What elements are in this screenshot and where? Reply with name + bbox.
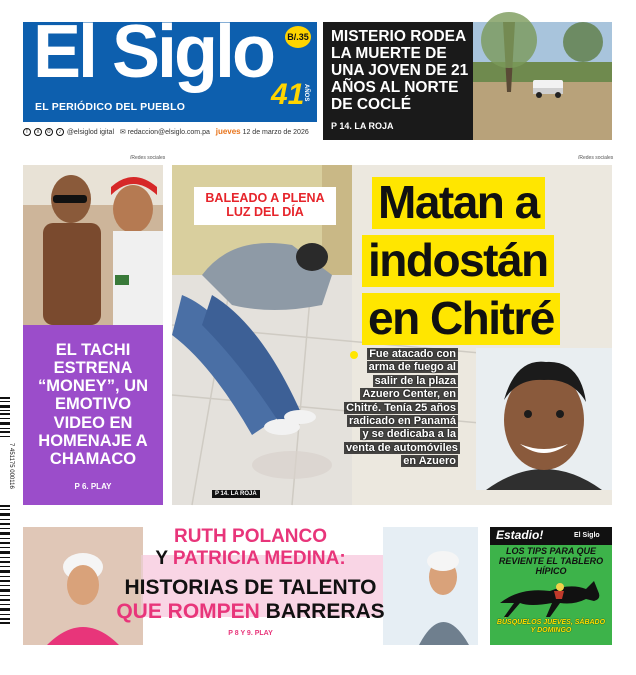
teaser-page-ref: P 14. LA ROJA [331, 121, 394, 131]
masthead [23, 10, 317, 140]
barcode-number: 7 451175 000116 [8, 443, 14, 489]
estadio-label: Estadio! [496, 528, 544, 542]
tiktok-icon: ♪ [56, 128, 64, 136]
barcode [0, 395, 12, 625]
talent-headline-2b: BARRERAS [259, 600, 385, 623]
talent-line-2 [23, 549, 478, 568]
estadio-brand: El Siglo [574, 532, 600, 539]
headline-line-1: Matan a [372, 177, 545, 229]
anniversary-label: AÑOS [303, 84, 309, 102]
talent-page-ref: P 8 Y 9. PLAY [228, 630, 273, 637]
anniversary-number: 41 [271, 78, 305, 111]
email-icon: ✉ [119, 129, 126, 136]
estadio-box [490, 527, 612, 645]
teaser-box [323, 22, 612, 140]
headline-line-3: en Chitré [362, 293, 560, 345]
talent-headline-2a: QUE ROMPEN [116, 600, 260, 623]
date-text: 12 de marzo de 2026 [242, 129, 309, 136]
teaser-photo [473, 22, 612, 140]
tachi-photo [23, 165, 163, 325]
talent-name-1: RUTH POLANCO [173, 526, 328, 547]
main-story [172, 165, 612, 505]
talent-name-2: PATRICIA MEDINA: [172, 548, 346, 569]
story-kicker: BALEADO A PLENA LUZ DEL DÍA [194, 187, 336, 225]
tachi-headline: EL TACHI ESTRENA “MONEY”, UN EMOTIVO VIDEO EN HOMENAJE A CHAMACO [37, 341, 148, 468]
newspaper-logo: El Siglo [33, 10, 274, 95]
photo-credit-left: /Redes sociales [130, 155, 166, 161]
talent-conjunction: Y [155, 548, 173, 569]
deck-text: Fue atacado con arma de fuego al salir de la plaza Azuero Center, en Chitré. Tenía 25 años radicado en Panamá y se dedicaba a la venta de automóviles en Azuero [346, 348, 458, 468]
photo-credit-right: /Redes sociales [578, 155, 614, 161]
anniversary-mark [271, 80, 315, 118]
date-day: jueves [215, 127, 241, 136]
racehorse-icon [490, 573, 612, 623]
talent-headline-1: HISTORIAS DE TALENTO [124, 576, 377, 599]
headline-line-2: indostán [362, 235, 554, 287]
social-handle: @elsiglod igital [66, 129, 114, 136]
masthead-info-bar [23, 124, 317, 140]
teaser-headline: MISTERIO RODEA LA MUERTE DE UNA JOVEN DE 21 AÑOS AL NORTE DE COCLÉ [331, 28, 469, 114]
tachi-page-ref: P 6. PLAY [74, 482, 112, 491]
facebook-icon: f [23, 128, 31, 136]
story-page-ref: P 14. LA ROJA [212, 490, 260, 498]
estadio-headline: LOS TIPS PARA QUE REVIENTE EL TABLERO HÍPICO [498, 546, 604, 576]
price-badge: B/.35 [285, 26, 311, 48]
logo-box [23, 10, 317, 122]
x-icon: x [34, 128, 42, 136]
instagram-icon: o [45, 128, 53, 136]
estadio-footer: BÚSQUELOS JUEVES, SÁBADO Y DOMINGO [496, 619, 606, 635]
logo-tagline: EL PERIÓDICO DEL PUEBLO [35, 101, 186, 113]
talent-headline-2 [23, 601, 478, 622]
victim-portrait [476, 348, 612, 490]
talent-feature [23, 527, 478, 645]
email-address: redaccion@elsiglo.com.pa [127, 129, 210, 136]
tachi-story-box [23, 325, 163, 505]
story-deck [344, 348, 458, 490]
